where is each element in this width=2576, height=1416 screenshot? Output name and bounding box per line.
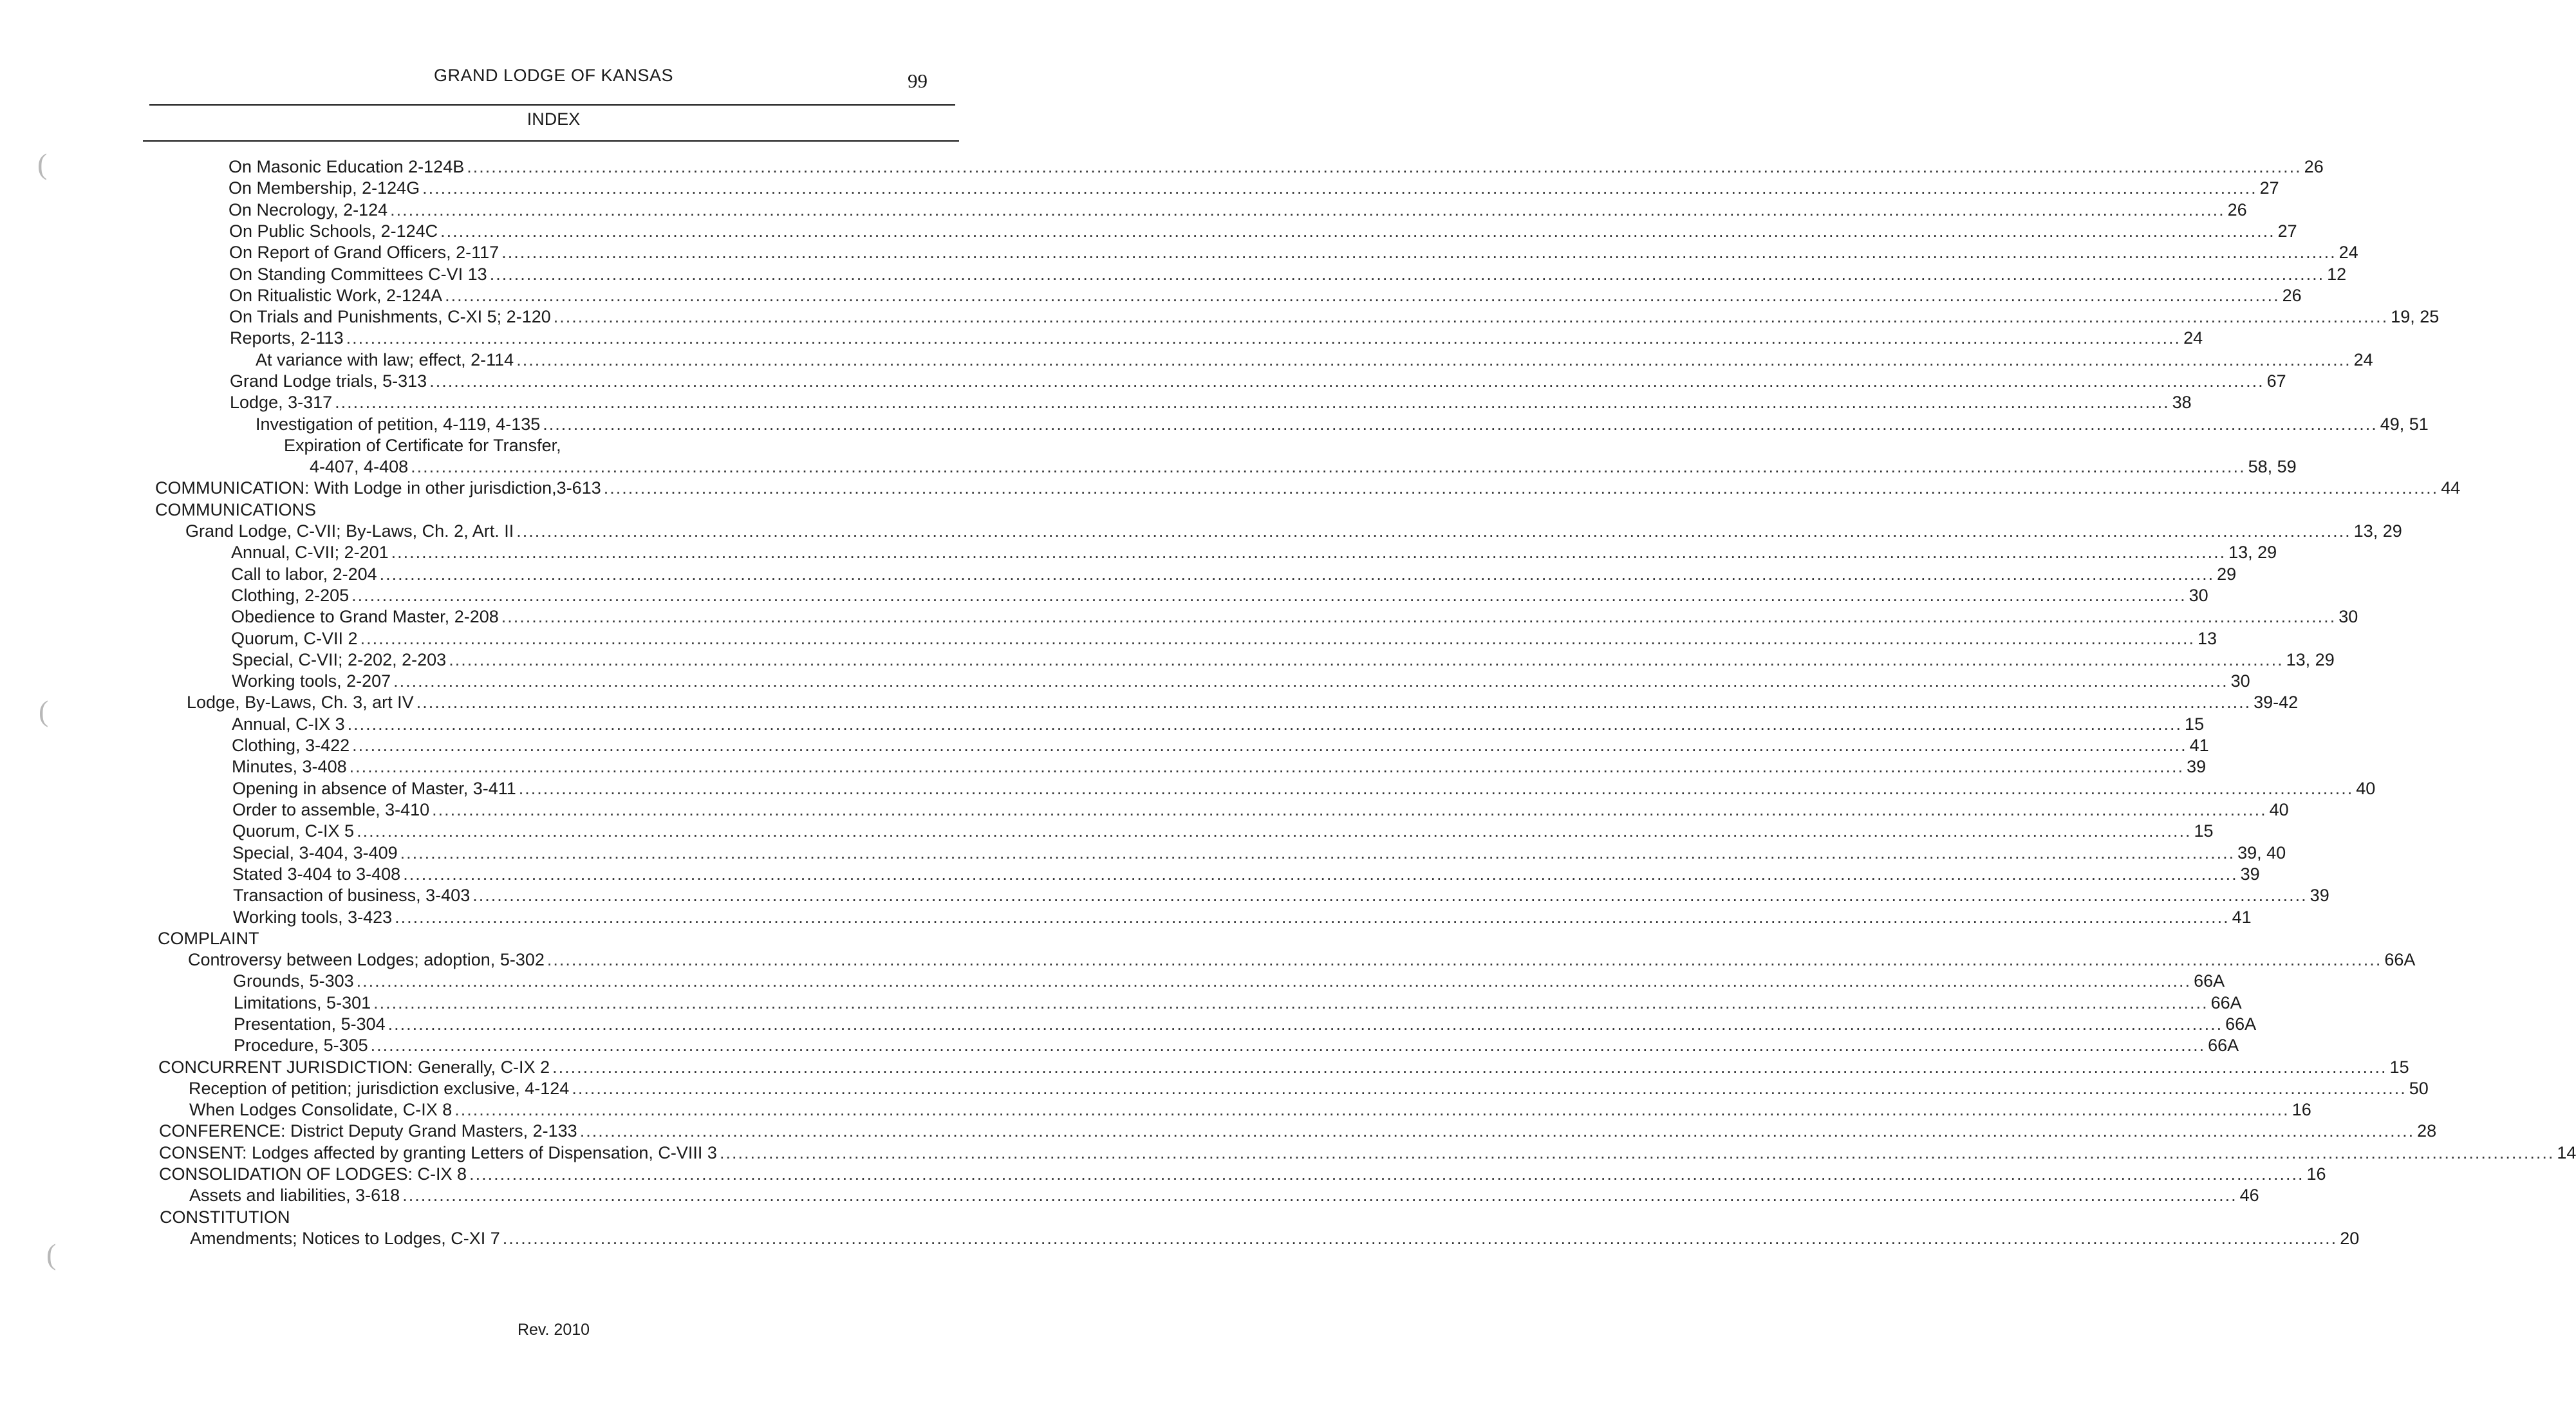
punch-hole-mark: ( xyxy=(39,694,49,727)
index-entry-page: 26 xyxy=(2227,200,2247,219)
index-entry-page: 30 xyxy=(2189,586,2208,605)
dot-leader: ............................................................................................................................................................................................................................................................................................................ xyxy=(445,286,2280,305)
index-entry-text: CONSTITUTION xyxy=(160,1207,290,1227)
dot-leader: ............................................................................................................................................................................................................................................................................................................ xyxy=(403,864,2238,884)
index-entry-text: When Lodges Consolidate, C-IX 8 xyxy=(189,1100,453,1119)
index-entry-page: 50 xyxy=(2409,1079,2429,1098)
index-entry-text: Procedure, 5-305 xyxy=(234,1036,368,1055)
dot-leader: ............................................................................................................................................................................................................................................................................................................ xyxy=(518,779,2354,798)
revision-footer: Rev. 2010 xyxy=(517,1321,590,1339)
index-entry-page: 40 xyxy=(2269,800,2289,819)
dot-leader: ............................................................................................................................................................................................................................................................................................................ xyxy=(440,221,2275,241)
index-entry-text: On Masonic Education 2-124B xyxy=(229,157,465,176)
index-entry xyxy=(233,970,2225,992)
index-entry xyxy=(229,177,2279,199)
index-entry xyxy=(155,499,954,521)
index-entry xyxy=(187,691,2299,713)
index-entry-text: Presentation, 5-304 xyxy=(234,1014,386,1034)
index-entry-text: Reception of petition; jurisdiction exclusive, 4-124 xyxy=(189,1079,570,1098)
dot-leader: ............................................................................................................................................................................................................................................................................................................ xyxy=(489,265,2325,284)
index-entry-page: 44 xyxy=(2441,478,2461,498)
index-entry xyxy=(155,477,2461,499)
header-rule xyxy=(149,104,955,106)
index-entry xyxy=(232,670,2250,692)
index-entry-text: Amendments; Notices to Lodges, C-XI 7 xyxy=(190,1229,500,1248)
index-entry-page: 66A xyxy=(2210,993,2242,1012)
dot-leader: ............................................................................................................................................................................................................................................................................................................ xyxy=(349,757,2185,776)
dot-leader: ............................................................................................................................................................................................................................................................................................................ xyxy=(416,693,2252,712)
index-entry xyxy=(232,799,2289,821)
dot-leader: ............................................................................................................................................................................................................................................................................................................ xyxy=(387,1014,2223,1034)
index-entry-text: Minutes, 3-408 xyxy=(232,757,347,776)
index-entry-page: 13 xyxy=(2198,629,2217,648)
index-entry xyxy=(188,949,2416,971)
index-entry-page: 41 xyxy=(2189,736,2209,755)
dot-leader: ............................................................................................................................................................................................................................................................................................................ xyxy=(502,1229,2338,1248)
dot-leader: ............................................................................................................................................................................................................................................................................................................ xyxy=(543,415,2378,434)
index-entry-page: 66A xyxy=(2384,950,2416,969)
index-entry xyxy=(232,734,2209,756)
index-entry-text: Lodge, By-Laws, Ch. 3, art IV xyxy=(187,693,414,712)
index-entry xyxy=(231,541,2277,563)
index-entry-page: 66A xyxy=(2208,1036,2239,1055)
index-entry-text: Call to labor, 2-204 xyxy=(231,564,377,584)
index-entry-text: Controversy between Lodges; adoption, 5-302 xyxy=(188,950,545,969)
index-entry-page: 15 xyxy=(2194,821,2214,841)
dot-leader: ............................................................................................................................................................................................................................................................................................................ xyxy=(454,1100,2290,1119)
dot-leader: ............................................................................................................................................................................................................................................................................................................ xyxy=(501,243,2337,262)
index-entry-text: Transaction of business, 3-403 xyxy=(233,886,471,905)
index-entry-text: Limitations, 5-301 xyxy=(234,993,371,1012)
dot-leader: ............................................................................................................................................................................................................................................................................................................ xyxy=(390,200,2225,219)
dot-leader: ............................................................................................................................................................................................................................................................................................................ xyxy=(546,950,2382,969)
index-entry-page: 39-42 xyxy=(2254,693,2299,712)
index-entry-page: 29 xyxy=(2217,564,2237,584)
index-entry xyxy=(159,1142,2576,1164)
punch-hole-mark: ( xyxy=(46,1238,57,1271)
index-entry-text: COMPLAINT xyxy=(158,929,259,948)
index-entry xyxy=(159,1163,2326,1185)
index-entry-page: 39 xyxy=(2187,757,2207,776)
index-entry xyxy=(231,628,2217,649)
dot-leader: ............................................................................................................................................................................................................................................................................................................ xyxy=(572,1079,2407,1098)
dot-leader: ............................................................................................................................................................................................................................................................................................................ xyxy=(391,543,2226,562)
index-entry-page: 12 xyxy=(2327,265,2347,284)
index-entry xyxy=(284,434,954,456)
dot-leader: ............................................................................................................................................................................................................................................................................................................ xyxy=(373,993,2208,1012)
index-entry xyxy=(256,413,2429,435)
index-entry xyxy=(232,863,2260,885)
index-entry xyxy=(189,1077,2429,1099)
index-entry-text: On Report of Grand Officers, 2-117 xyxy=(229,243,499,262)
dot-leader: ............................................................................................................................................................................................................................................................................................................ xyxy=(346,328,2181,348)
index-entry xyxy=(233,906,2252,928)
dot-leader: ............................................................................................................................................................................................................................................................................................................ xyxy=(603,478,2439,498)
index-entry xyxy=(231,563,2237,585)
index-entry xyxy=(189,1184,2259,1206)
dot-leader: ............................................................................................................................................................................................................................................................................................................ xyxy=(516,521,2351,541)
index-entry-page: 16 xyxy=(2306,1164,2326,1184)
dot-leader: ............................................................................................................................................................................................................................................................................................................ xyxy=(579,1121,2415,1141)
index-entry xyxy=(231,606,2358,628)
index-entry xyxy=(232,649,2335,671)
index-entry xyxy=(229,284,2302,306)
index-entry-page: 15 xyxy=(2185,714,2205,734)
dot-leader: ............................................................................................................................................................................................................................................................................................................ xyxy=(347,714,2183,734)
index-entry-page: 39 xyxy=(2310,886,2329,905)
index-entry-text: Working tools, 2-207 xyxy=(232,671,391,691)
index-entry-text: COMMUNICATION: With Lodge in other jurisdiction,3-613 xyxy=(155,478,601,498)
index-entry-page: 27 xyxy=(2277,221,2297,241)
dot-leader: ............................................................................................................................................................................................................................................................................................................ xyxy=(467,157,2302,176)
index-entry-text: Expiration of Certificate for Transfer, xyxy=(284,436,561,455)
index-entry-page: 66A xyxy=(2225,1014,2257,1034)
index-entry xyxy=(232,820,2214,842)
index-entry xyxy=(185,520,2402,542)
index-entry-text: Quorum, C-IX 5 xyxy=(232,821,355,841)
index-entry-page: 24 xyxy=(2353,350,2373,369)
index-entry-text: At variance with law; effect, 2-114 xyxy=(256,350,514,369)
index-entry-page: 14 xyxy=(2557,1143,2576,1162)
index-entry-text: Assets and liabilities, 3-618 xyxy=(189,1186,400,1205)
index-entry xyxy=(229,199,2247,221)
index-entry-page: 13, 29 xyxy=(2353,521,2402,541)
index-entry-page: 20 xyxy=(2340,1229,2360,1248)
punch-hole-mark: ( xyxy=(37,147,48,180)
index-entry-text: Grounds, 5-303 xyxy=(233,971,354,991)
dot-leader: ............................................................................................................................................................................................................................................................................................................ xyxy=(335,393,2170,412)
index-entry xyxy=(160,1206,960,1228)
index-entry xyxy=(310,456,2297,478)
index-entry-text: Working tools, 3-423 xyxy=(233,908,393,927)
index-entry-text: Annual, C-IX 3 xyxy=(232,714,345,734)
index-entry-text: CONCURRENT JURISDICTION: Generally, C-IX 2 xyxy=(158,1057,550,1077)
index-entry-text: Special, C-VII; 2-202, 2-203 xyxy=(232,650,447,669)
index-entry-page: 13, 29 xyxy=(2228,543,2277,562)
index-entry-text: Opening in absence of Master, 3-411 xyxy=(232,779,516,798)
index-entry xyxy=(232,756,2207,778)
dot-leader: ............................................................................................................................................................................................................................................................................................................ xyxy=(402,1186,2237,1205)
index-entry xyxy=(230,391,2192,413)
index-entry-page: 30 xyxy=(2338,607,2358,626)
index-entry-page: 13, 29 xyxy=(2286,650,2335,669)
index-entry xyxy=(158,1056,2409,1078)
dot-leader: ............................................................................................................................................................................................................................................................................................................ xyxy=(422,178,2257,198)
index-entry-text: On Trials and Punishments, C-XI 5; 2-120 xyxy=(229,307,551,326)
index-entry-page: 24 xyxy=(2183,328,2203,348)
index-entry-text: Stated 3-404 to 3-408 xyxy=(232,864,401,884)
dot-leader: ............................................................................................................................................................................................................................................................................................................ xyxy=(516,350,2351,369)
index-entry-text: Investigation of petition, 4-119, 4-135 xyxy=(256,415,541,434)
index-entry-page: 38 xyxy=(2172,393,2192,412)
dot-leader: ............................................................................................................................................................................................................................................................................................................ xyxy=(719,1143,2555,1162)
index-entry-page: 67 xyxy=(2266,371,2286,391)
index-entry xyxy=(159,1120,2437,1142)
index-entry xyxy=(229,263,2347,285)
index-entry-text: Grand Lodge trials, 5-313 xyxy=(230,371,427,391)
index-entry-text: CONSOLIDATION OF LODGES: C-IX 8 xyxy=(159,1164,467,1184)
index-entry-text: On Necrology, 2-124 xyxy=(229,200,388,219)
dot-leader: ............................................................................................................................................................................................................................................................................................................ xyxy=(552,1057,2387,1077)
index-entry xyxy=(229,156,2324,178)
dot-leader: ............................................................................................................................................................................................................................................................................................................ xyxy=(429,371,2264,391)
index-entry xyxy=(234,992,2242,1014)
index-entry-text: CONSENT: Lodges affected by granting Letters of Dispensation, C-VIII 3 xyxy=(159,1143,717,1162)
index-entry xyxy=(231,584,2208,606)
dot-leader: ............................................................................................................................................................................................................................................................................................................ xyxy=(360,629,2196,648)
index-entry xyxy=(229,220,2297,242)
index-entry-text: Obedience to Grand Master, 2-208 xyxy=(231,607,499,626)
index-entry-text: Clothing, 2-205 xyxy=(231,586,350,605)
page-number: 99 xyxy=(908,70,928,92)
index-entry-text: On Ritualistic Work, 2-124A xyxy=(229,286,443,305)
index-entry-text: CONFERENCE: District Deputy Grand Masters, 2-133 xyxy=(159,1121,577,1141)
index-entry-text: COMMUNICATIONS xyxy=(155,500,316,519)
index-entry-page: 39 xyxy=(2240,864,2260,884)
index-entry xyxy=(232,842,2286,864)
dot-leader: ............................................................................................................................................................................................................................................................................................................ xyxy=(393,671,2228,691)
index-entry xyxy=(234,1034,2239,1056)
dot-leader: ............................................................................................................................................................................................................................................................................................................ xyxy=(432,800,2267,819)
index-entry xyxy=(232,778,2376,799)
index-entry-text: On Standing Committees C-VI 13 xyxy=(229,265,487,284)
index-entry-page: 30 xyxy=(2230,671,2250,691)
dot-leader: ............................................................................................................................................................................................................................................................................................................ xyxy=(469,1164,2304,1184)
index-entry-page: 66A xyxy=(2194,971,2225,991)
dot-leader: ............................................................................................................................................................................................................................................................................................................ xyxy=(352,736,2187,755)
index-entry-page: 16 xyxy=(2291,1100,2311,1119)
index-entry-text: Lodge, 3-317 xyxy=(230,393,333,412)
index-entry-text: On Membership, 2-124G xyxy=(229,178,420,198)
dot-leader: ............................................................................................................................................................................................................................................................................................................ xyxy=(472,886,2308,905)
index-entry-text: Order to assemble, 3-410 xyxy=(232,800,430,819)
index-entry xyxy=(190,1227,2360,1249)
dot-leader: ............................................................................................................................................................................................................................................................................................................ xyxy=(370,1036,2206,1055)
index-entry xyxy=(232,713,2205,735)
index-entry-page: 39, 40 xyxy=(2237,843,2286,862)
dot-leader: ............................................................................................................................................................................................................................................................................................................ xyxy=(411,457,2246,476)
dot-leader: ............................................................................................................................................................................................................................................................................................................ xyxy=(501,607,2337,626)
index-entry-text: Grand Lodge, C-VII; By-Laws, Ch. 2, Art. II xyxy=(185,521,514,541)
index-entry xyxy=(233,884,2329,906)
dot-leader: ............................................................................................................................................................................................................................................................................................................ xyxy=(449,650,2284,669)
index-entry-page: 58, 59 xyxy=(2248,457,2297,476)
index-entry-page: 26 xyxy=(2282,286,2302,305)
page-header-title: GRAND LODGE OF KANSAS xyxy=(433,66,674,85)
dot-leader: ............................................................................................................................................................................................................................................................................................................ xyxy=(356,971,2192,991)
index-entry-text: Special, 3-404, 3-409 xyxy=(232,843,398,862)
dot-leader: ............................................................................................................................................................................................................................................................................................................ xyxy=(351,586,2187,605)
index-entry xyxy=(158,927,958,949)
index-entry-text: 4-407, 4-408 xyxy=(310,457,409,476)
index-entry-page: 46 xyxy=(2239,1186,2259,1205)
dot-leader: ............................................................................................................................................................................................................................................................................................................ xyxy=(400,843,2235,862)
index-entry-page: 41 xyxy=(2232,908,2252,927)
index-entry-text: Clothing, 3-422 xyxy=(232,736,350,755)
section-rule xyxy=(143,140,959,142)
index-entry xyxy=(234,1013,2257,1035)
index-entry-text: Quorum, C-VII 2 xyxy=(231,629,358,648)
index-entry-page: 40 xyxy=(2356,779,2376,798)
index-entry-page: 27 xyxy=(2259,178,2279,198)
dot-leader: ............................................................................................................................................................................................................................................................................................................ xyxy=(357,821,2192,841)
index-entry-page: 49, 51 xyxy=(2380,415,2429,434)
dot-leader: ............................................................................................................................................................................................................................................................................................................ xyxy=(553,307,2389,326)
index-entry-page: 19, 25 xyxy=(2391,307,2440,326)
index-entry xyxy=(230,327,2203,349)
index-entry xyxy=(229,241,2358,263)
index-entry-page: 24 xyxy=(2338,243,2358,262)
index-entry xyxy=(230,370,2286,392)
section-title: INDEX xyxy=(527,109,581,129)
index-entry-text: Reports, 2-113 xyxy=(230,328,344,348)
index-entry xyxy=(256,349,2373,371)
dot-leader: ............................................................................................................................................................................................................................................................................................................ xyxy=(395,908,2230,927)
index-entry xyxy=(229,306,2440,328)
index-entry-text: On Public Schools, 2-124C xyxy=(229,221,438,241)
index-entry-page: 15 xyxy=(2389,1057,2409,1077)
index-entry-text: Annual, C-VII; 2-201 xyxy=(231,543,389,562)
index-entry-page: 28 xyxy=(2417,1121,2437,1141)
dot-leader: ............................................................................................................................................................................................................................................................................................................ xyxy=(379,564,2215,584)
index-entry xyxy=(189,1099,2311,1121)
index-entry-page: 26 xyxy=(2304,157,2324,176)
